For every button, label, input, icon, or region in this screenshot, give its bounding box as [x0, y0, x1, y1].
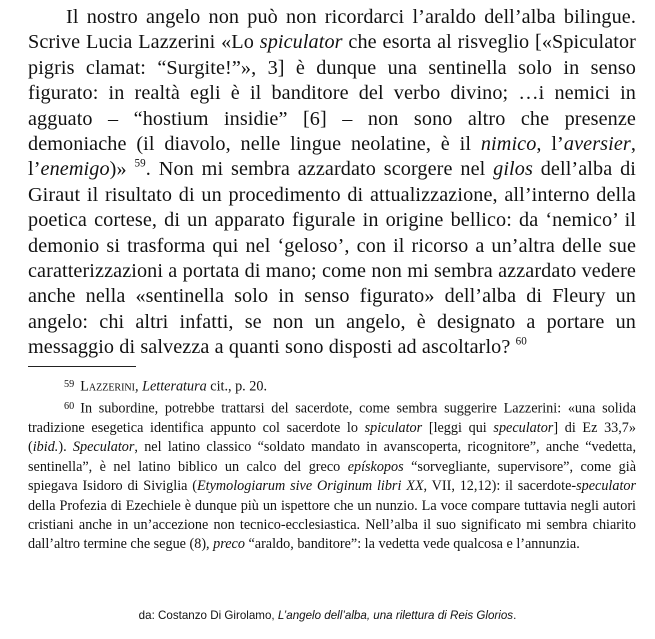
main-italic-term: gilos — [493, 158, 533, 181]
main-text-run: dell’alba di Giraut il risultato di un procedimento di attualizzazione, all’interno della poetica cortese, di un apparato figurale in origine bellico: da ‘nemico’ il demonio si trasforma qui nel ‘geloso’, con il ricorso a un’altra delle sue caratterizzazioni a portata di mano; come non mi sembra azzardato vedere anche nella «sentinella solo in senso figurato» dell’alba di Fleury un angelo: chi altri infatti, se non un angelo, è designato a portare un messaggio di salvezza a quanti sono disposti ad ascoltarlo? — [28, 158, 636, 359]
source-caption — [0, 609, 655, 622]
footnote-author: Lazzerini — [80, 378, 135, 395]
main-italic-term: nimico — [480, 133, 537, 156]
footnote-italic-term: epískopos — [347, 458, 404, 475]
main-text-run: , l’ — [28, 133, 636, 181]
footnote-title: Letteratura — [142, 378, 207, 395]
footnote-italic-term: speculator — [576, 478, 637, 495]
footnote-italic-term: preco — [213, 536, 245, 553]
main-text-run: , l’ — [536, 133, 564, 156]
main-text-run: )» — [109, 158, 135, 181]
footnote-text-run: “sorvegliante, supervisore”, come già spiegava Isidoro di Siviglia ( — [28, 458, 636, 495]
footnote-number: 60 — [64, 400, 75, 412]
footnote-text-run: , nel latino classico “soldato mandato in avanscoperta, ricognitore”, anche “vedetta, sentinella”, è nel latino biblico un calco del greco — [28, 439, 636, 475]
footnote-text-run: della Profezia di Ezechiele è dunque più un ispettore che un nunzio. La voce compare tuttavia negli autori cristiani anche in un’accezione non tecnico-ecclesiastica. Nell’alba il suo significato mi sembra chiarito dall’altro termine che segue (8), — [28, 497, 636, 553]
main-italic-term: spiculator — [259, 31, 343, 54]
footnote-text-run: [leggi qui — [422, 419, 494, 436]
footnote-italic-term: Etymologiarum sive Originum libri XX — [197, 478, 424, 495]
footnote-italic-term: speculator — [493, 419, 554, 436]
footnote-text-run: , — [134, 378, 143, 395]
footnote-italic-term: spiculator — [364, 419, 423, 436]
main-italic-term: aversier — [563, 133, 631, 156]
footnote-number: 59 — [64, 379, 75, 390]
main-italic-term: enemigo — [40, 158, 110, 181]
footnote-ref-60[interactable]: 60 — [515, 335, 527, 348]
footnote-59 — [28, 375, 636, 397]
main-text-run: . Non mi sembra azzardato scorgere nel — [145, 158, 494, 181]
footnote-ref-59[interactable]: 59 — [134, 158, 146, 171]
caption-suffix: . — [513, 609, 517, 622]
main-text-run: che esorta al risveglio [«Spiculator pigris clamat: “Surgite!”», 3] è dunque una sentinella solo in senso figurato: in realtà egli è il banditore del verbo divino; …i nemici in agguato – “hostium insidie” [6] – non sono altro che presenze demoniache (il diavolo, nelle lingue neolatine, è il — [28, 31, 636, 156]
footnote-italic-term: ibid. — [32, 439, 59, 456]
footnotes-section — [28, 375, 636, 555]
main-paragraph — [28, 5, 636, 361]
footnote-divider — [28, 366, 136, 367]
caption-title: L’angelo dell’alba, una rilettura di Reis Glorios — [277, 609, 514, 622]
footnote-60 — [28, 397, 636, 555]
footnote-text-run: cit., p. 20. — [206, 378, 268, 395]
footnote-text-run: ). — [58, 439, 73, 456]
footnote-text-run: , VII, 12,12): il sacerdote- — [423, 478, 577, 495]
caption-prefix: da: Costanzo Di Girolamo, — [138, 609, 278, 622]
footnote-text-run: In subordine, potrebbe trattarsi del sacerdote, come sembra suggerire Lazzerini: «una solida tradizione esegetica identifica appunto col sacerdote lo — [28, 400, 636, 436]
footnote-text-run: ] di Ez 33,7» ( — [28, 419, 636, 456]
main-text-run: Il nostro angelo non può non ricordarci l’araldo dell’alba bilingue. Scrive Lucia Lazzerini «Lo — [28, 6, 636, 54]
footnote-italic-term: Speculator — [72, 439, 135, 456]
footnote-text-run: “araldo, banditore”: la vedetta vede qualcosa e l’annunzia. — [244, 536, 580, 553]
